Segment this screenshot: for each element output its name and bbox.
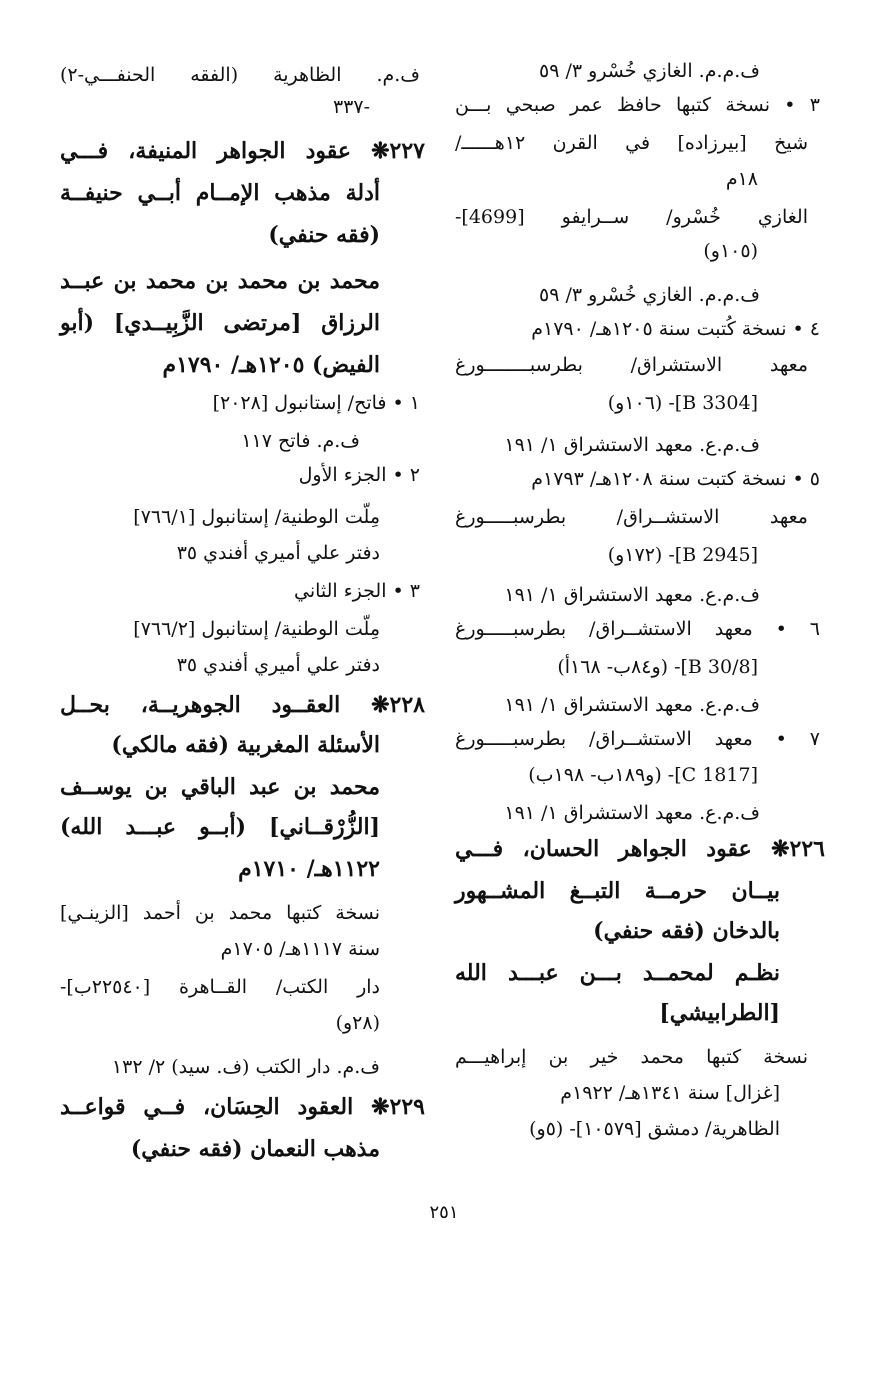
right-column-line: ف.م.ع. معهد الاستشراق ١/ ١٩١	[504, 694, 760, 716]
left-column-line: أدلة مذهب الإمــام أبــي حنيفــة	[60, 180, 380, 206]
left-column-line: محمد بن محمد بن محمد بن عبــد	[60, 268, 380, 294]
right-column-line: ف.م.ع. معهد الاستشراق ١/ ١٩١	[504, 584, 760, 606]
left-column-line: ٢٢٨❋ العقــود الجوهريــة، بحــل	[60, 692, 425, 718]
left-column-line: ٢٢٧❋ عقود الجواهر المنيفة، فـــي	[60, 138, 425, 164]
right-column-line: الغازي خُسْرو/ ســرايفو [4699]-	[455, 206, 808, 228]
left-column-line: ف.م. فاتح ١١٧	[241, 430, 360, 452]
left-column-line: سنة ١١١٧هـ/ ١٧٠٥م	[220, 938, 380, 960]
left-column-line: ١١٢٢هـ/ ١٧١٠م	[238, 856, 380, 882]
right-column-line: [غزال] سنة ١٣٤١هـ/ ١٩٢٢م	[560, 1082, 780, 1104]
right-column-line: الظاهرية/ دمشق [١٠٥٧٩]- (٥و)	[529, 1118, 780, 1140]
left-column-line: (٢٨و)	[335, 1012, 380, 1034]
left-column-line: دار الكتب/ القــاهرة [٢٢٥٤٠ب]-	[60, 976, 380, 998]
left-column-line: مِلّت الوطنية/ إستانبول [٧٦٦/١]	[133, 506, 380, 528]
right-column-line: نظـم لمحمــد بـــن عبـــد الله	[455, 960, 780, 986]
right-column-line: بيــان حرمــة التبــغ المشــهور	[455, 878, 780, 904]
right-column-line: ٤ • نسخة كُتبت سنة ١٢٠٥هـ/ ١٧٩٠م	[531, 318, 820, 340]
left-column-line: -٣٣٧	[332, 96, 370, 118]
left-column-line: (فقه حنفي)	[268, 222, 380, 248]
left-column-line: ٢٢٩❋ العقود الحِسَان، فــي قواعــد	[60, 1094, 425, 1120]
left-column-line: الأسئلة المغربية (فقه مالكي)	[111, 732, 380, 758]
left-column-line: ف.م. دار الكتب (ف. سيد) ٢/ ١٣٢	[111, 1056, 380, 1078]
right-column-line: شيخ [بيرزاده] في القرن ١٢هــــــ/	[455, 132, 808, 154]
right-column-line: ف.م.م. الغازي خُسْرو ٣/ ٥٩	[539, 284, 760, 306]
page-number: ٢٥١	[429, 1202, 459, 1223]
right-column-line: (١٠٥و)	[703, 240, 758, 262]
left-column-line: [الزُّرْقــاني] (أبــو عبـــد الله)	[60, 814, 380, 840]
right-column-line: ف.م.ع. معهد الاستشراق ١/ ١٩١	[504, 434, 760, 456]
left-column-line: ١ • فاتح/ إستانبول [٢٠٢٨]	[212, 392, 420, 414]
right-column-line: [الطرابيشي]	[659, 1000, 780, 1026]
right-column-line: [B 30/8]- (و٨٤ب- ١٦٨أ)	[557, 656, 758, 678]
right-column-line: [C 1817]- (و١٨٩ب- ١٩٨ب)	[528, 764, 758, 786]
left-column-line: مذهب النعمان (فقه حنفي)	[130, 1136, 380, 1162]
right-column-line: معهد الاستشراق/ بطرسبــــــــورغ	[455, 354, 808, 376]
right-column-line: [B 2945]- (١٧٢و)	[607, 544, 758, 566]
right-column-line: معهد الاستشــراق/ بطرسبـــــورغ	[455, 506, 808, 528]
right-column-line: ف.م.م. الغازي خُسْرو ٣/ ٥٩	[539, 60, 760, 82]
right-column-line: نسخة كتبها محمد خير بن إبراهيـــم	[455, 1046, 808, 1068]
right-column-line: ٣ • نسخة كتبها حافظ عمر صبحي بـــن	[455, 94, 820, 116]
left-column-line: الرزاق [مرتضى الزَّبِيــدي] (أبو	[60, 310, 380, 336]
right-column-line: ف.م.ع. معهد الاستشراق ١/ ١٩١	[504, 802, 760, 824]
left-column-line: محمد بن عبد الباقي بن يوســف	[60, 774, 380, 800]
left-column-line: دفتر علي أميري أفندي ٣٥	[176, 654, 380, 676]
right-column-line: بالدخان (فقه حنفي)	[593, 918, 780, 944]
right-column-line: ٢٢٦❋ عقود الجواهر الحسان، فـــي	[455, 836, 825, 862]
left-column-line: نسخة كتبها محمد بن أحمد [الزينـي]	[60, 902, 380, 924]
right-column-line: [B 3304]- (١٠٦و)	[607, 392, 758, 414]
left-column-line: مِلّت الوطنية/ إستانبول [٧٦٦/٢]	[133, 618, 380, 640]
left-column-line: ٣ • الجزء الثاني	[293, 580, 420, 602]
right-column-line: ٦ • معهد الاستشــراق/ بطرسبـــــورغ	[455, 618, 820, 640]
right-column-line: ١٨م	[725, 168, 758, 190]
left-column-line: الفيض) ١٢٠٥هـ/ ١٧٩٠م	[162, 352, 380, 378]
left-column-line: دفتر علي أميري أفندي ٣٥	[176, 542, 380, 564]
right-column-line: ٧ • معهد الاستشــراق/ بطرسبـــــورغ	[455, 728, 820, 750]
left-column-line: ٢ • الجزء الأول	[298, 464, 420, 486]
right-column-line: ٥ • نسخة كتبت سنة ١٢٠٨هـ/ ١٧٩٣م	[531, 468, 820, 490]
left-column-line: ف.م. الظاهرية (الفقه الحنفـــي-٢)	[60, 64, 420, 86]
